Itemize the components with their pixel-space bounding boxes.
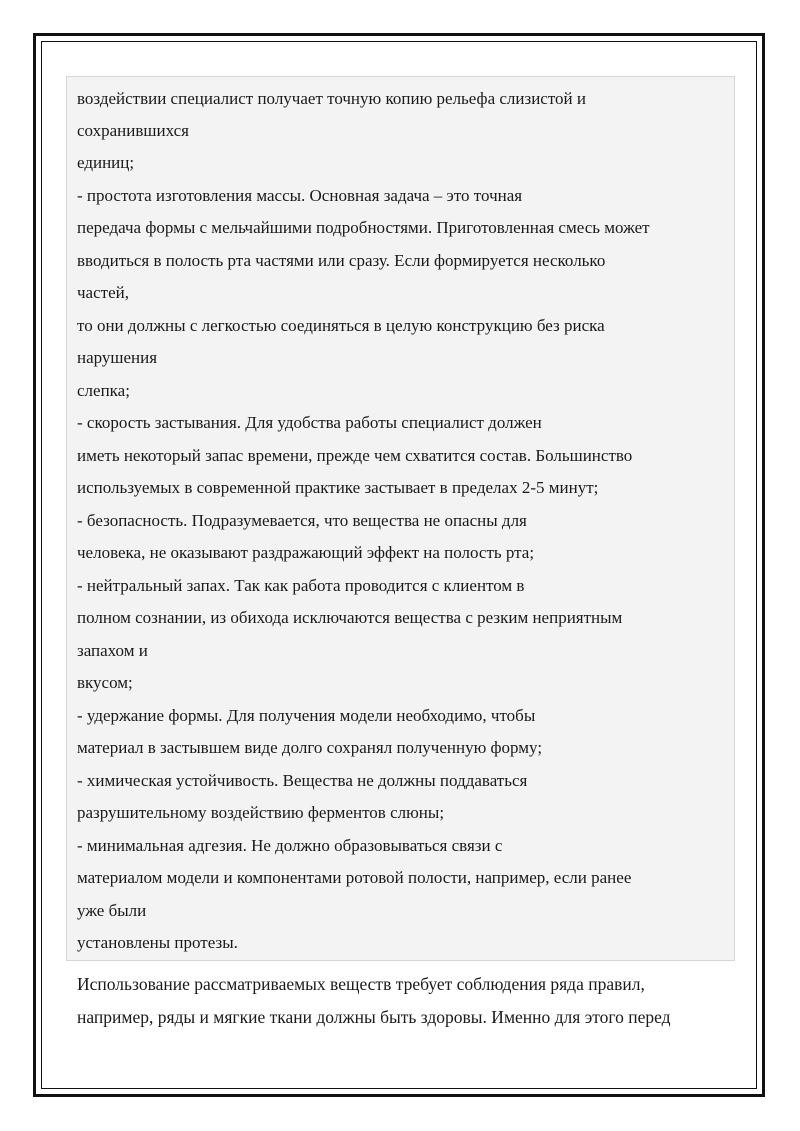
quote-line: то они должны с легкостью соединяться в целую конструкцию без риска bbox=[77, 316, 605, 335]
quote-line: вкусом; bbox=[77, 673, 133, 692]
quote-line: уже были bbox=[77, 901, 147, 920]
quote-line: запахом и bbox=[77, 641, 148, 660]
quote-line: частей, bbox=[77, 283, 129, 302]
quote-line: используемых в современной практике застывает в пределах 2-5 минут; bbox=[77, 478, 599, 497]
quote-line: иметь некоторый запас времени, прежде чем схватится состав. Большинство bbox=[77, 446, 633, 465]
quote-line: - простота изготовления массы. Основная задача – это точная bbox=[77, 186, 523, 205]
quote-line: нарушения bbox=[77, 348, 158, 367]
quote-line: сохранившихся bbox=[77, 121, 189, 140]
quote-line: передача формы с мельчайшими подробностями. Приготовленная смесь может bbox=[77, 218, 650, 237]
quote-line: установлены протезы. bbox=[77, 933, 238, 952]
quote-line: слепка; bbox=[77, 381, 130, 400]
body-paragraph-line: например, ряды и мягкие ткани должны быть здоровы. Именно для этого перед bbox=[77, 1007, 671, 1027]
quote-line: - минимальная адгезия. Не должно образовываться связи с bbox=[77, 836, 503, 855]
quote-line: воздействии специалист получает точную копию рельефа слизистой и bbox=[77, 89, 587, 108]
body-paragraph-line: Использование рассматриваемых веществ требует соблюдения ряда правил, bbox=[77, 974, 645, 994]
quote-line: - скорость застывания. Для удобства работы специалист должен bbox=[77, 413, 542, 432]
quote-line: материал в застывшем виде долго сохранял полученную форму; bbox=[77, 738, 543, 757]
quote-line: материалом модели и компонентами ротовой полости, например, если ранее bbox=[77, 868, 632, 887]
quote-line: полном сознании, из обихода исключаются вещества с резким неприятным bbox=[77, 608, 623, 627]
quote-line: вводиться в полость рта частями или сразу. Если формируется несколько bbox=[77, 251, 606, 270]
quote-line: - нейтральный запах. Так как работа проводится с клиентом в bbox=[77, 576, 525, 595]
quote-line: - химическая устойчивость. Вещества не должны поддаваться bbox=[77, 771, 528, 790]
quote-line: человека, не оказывают раздражающий эффект на полость рта; bbox=[77, 543, 535, 562]
quote-line: единиц; bbox=[77, 153, 135, 172]
quote-line: - удержание формы. Для получения модели необходимо, чтобы bbox=[77, 706, 536, 725]
quote-line: - безопасность. Подразумевается, что вещества не опасны для bbox=[77, 511, 527, 530]
quote-line: разрушительному воздействию ферментов слюны; bbox=[77, 803, 445, 822]
